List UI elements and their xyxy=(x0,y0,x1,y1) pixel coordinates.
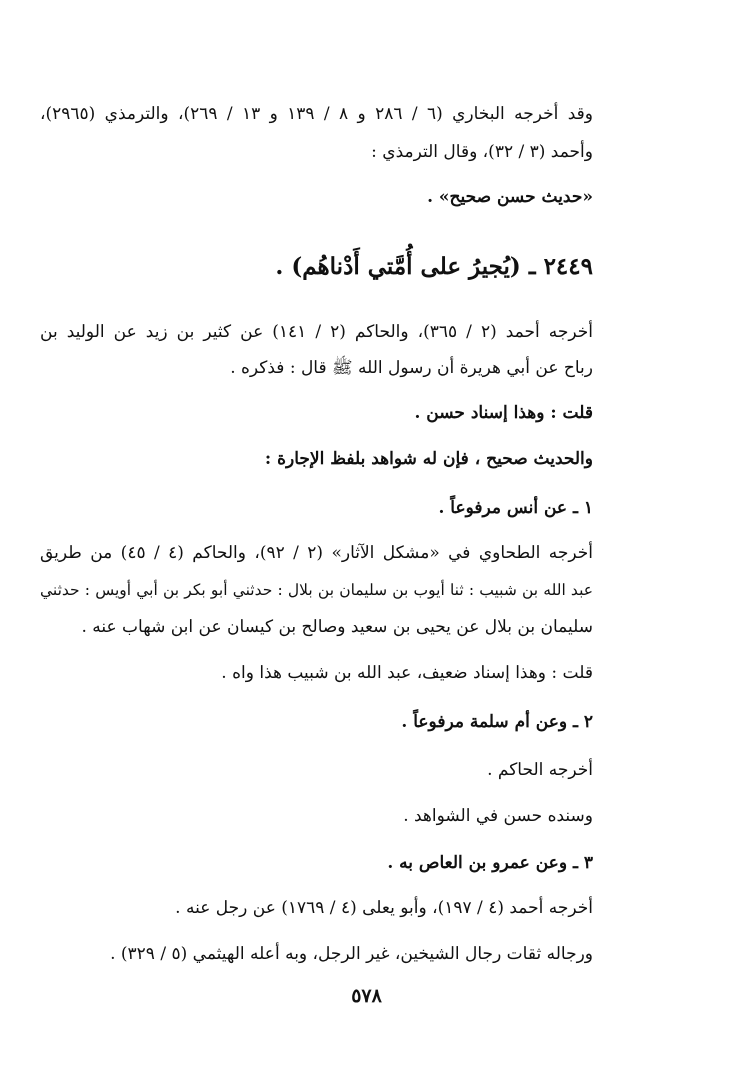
page-number: ٥٧٨ xyxy=(351,985,382,1007)
text-line: عبد الله بن شبيب : ثنا أيوب بن سليمان بن بلال : حدثني أبو بكر بن أبي أويس : حدثني xyxy=(40,581,593,599)
text-line: ورجاله ثقات رجال الشيخين، غير الرجل، وبه أعله الهيثمي (٥ / ٣٢٩) . xyxy=(110,944,593,964)
text-line: سليمان بن بلال عن يحيى بن سعيد وصالح بن كيسان عن ابن شهاب عنه . xyxy=(81,617,593,637)
text-line: والحديث صحيح ، فإن له شواهد بلفظ الإجارة : xyxy=(264,449,593,469)
text-line: أخرجه الحاكم . xyxy=(487,760,593,780)
section-item: ٣ ـ وعن عمرو بن العاص به . xyxy=(387,853,593,873)
text-line: أخرجه أحمد (٤ / ١٩٧)، وأبو يعلى (٤ / ١٧٦٩) عن رجل عنه . xyxy=(175,898,593,918)
text-line: وأحمد (٣ / ٣٢)، وقال الترمذي : xyxy=(371,142,593,162)
section-item: ٢ ـ وعن أم سلمة مرفوعاً . xyxy=(401,712,593,732)
text-line: وسنده حسن في الشواهد . xyxy=(403,806,593,826)
text-line: قلت : وهذا إسناد حسن . xyxy=(414,403,593,423)
text-line: رباح عن أبي هريرة أن رسول الله ﷺ قال : فذكره . xyxy=(230,358,593,378)
hadith-heading: ٢٤٤٩ ـ (يُجيرُ على أُمَّتي أَدْناهُم) . xyxy=(275,253,593,280)
text-line: أخرجه الطحاوي في «مشكل الآثار» (٢ / ٩٢)، والحاكم (٤ / ٤٥) من طريق xyxy=(40,543,593,563)
section-item: ١ ـ عن أنس مرفوعاً . xyxy=(438,498,593,518)
text-line: قلت : وهذا إسناد ضعيف، عبد الله بن شبيب هذا واه . xyxy=(221,663,593,683)
text-line: وقد أخرجه البخاري (٦ / ٢٨٦ و ٨ / ١٣٩ و ١٣ / ٢٦٩)، والترمذي (٢٩٦٥)، xyxy=(40,104,593,124)
quote-line: «حديث حسن صحيح» . xyxy=(427,187,593,207)
text-line: أخرجه أحمد (٢ / ٣٦٥)، والحاكم (٢ / ١٤١) عن كثير بن زيد عن الوليد بن xyxy=(40,322,593,342)
